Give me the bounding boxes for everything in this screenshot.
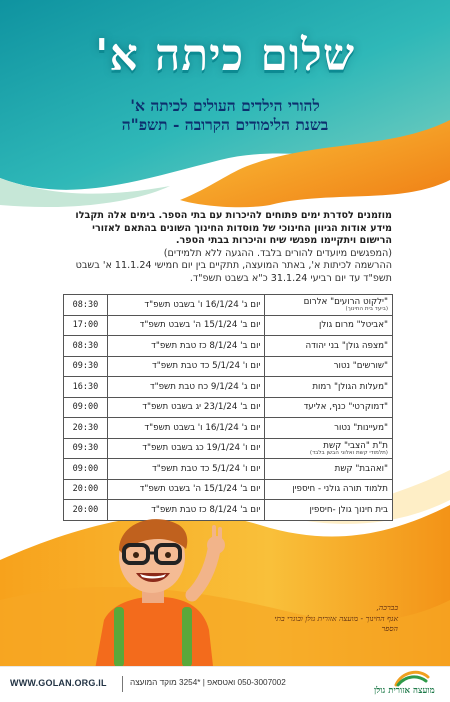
contact-info: 050-3007002 ואטסאפ | *3254 מוקד המועצה	[130, 678, 286, 687]
school-name: "שורשים" נטור	[333, 361, 388, 372]
time-cell: 20:00	[64, 500, 108, 521]
date-cell: יום ג' 9/1/24 כח טבת תשפ"ד	[107, 377, 265, 398]
intro-text	[66, 210, 392, 286]
subtitle	[20, 96, 430, 134]
schedule-row	[64, 479, 393, 500]
school-name: בית חינוך גולן -חיספין	[309, 504, 388, 515]
time-cell: 09:30	[64, 356, 108, 377]
school-name: "מעיינות" נטור	[334, 422, 388, 433]
council-logo-text: מועצה אזורית גולן	[374, 686, 435, 696]
school-cell	[265, 459, 393, 480]
school-name: "מעלות הגולן" רמות	[312, 381, 388, 392]
council-logo-icon	[392, 667, 432, 687]
schedule-row	[64, 418, 393, 439]
time-cell: 09:00	[64, 459, 108, 480]
date-cell: יום ב' 8/1/24 כז טבת תשפ"ד	[107, 336, 265, 357]
signature-greeting: בברכה,	[376, 603, 398, 612]
date-cell: יום ב' 15/1/24 ה' בשבט תשפ"ד	[107, 315, 265, 336]
school-name: ת"ת "הצבי" קשת	[323, 440, 388, 451]
school-name: "מצפה גולן" בני יהודה	[305, 340, 388, 351]
date-cell: יום ג' 16/1/24 ו' בשבט תשפ"ד	[107, 418, 265, 439]
schedule-row	[64, 459, 393, 480]
school-cell	[265, 356, 393, 377]
child-illustration	[64, 515, 239, 675]
intro-invitation: מוזמנים לסדרת ימים פתוחים להיכרות עם בתי הספר. בימים אלה תקבלו מידע אודות הגיוון החינוכי של מוסדות החינוך השונים בהתאם לאזורי הרישום ויתקיימו מפגשי שיח והיכרות בבתי הספר.	[75, 210, 392, 247]
date-cell: יום ב' 15/1/24 ה' בשבט תשפ"ד	[107, 479, 265, 500]
subtitle-line-2: בשנת הלימודים הקרובה - תשפ"ה	[121, 115, 329, 134]
date-cell: יום ג' 16/1/24 ו' בשבט תשפ"ד	[107, 295, 265, 316]
footer	[0, 666, 450, 702]
school-cell	[265, 315, 393, 336]
footer-divider	[122, 676, 123, 692]
schedule-row	[64, 315, 393, 336]
schedule-row	[64, 336, 393, 357]
time-cell: 08:30	[64, 295, 108, 316]
school-cell	[265, 336, 393, 357]
school-cell	[265, 438, 393, 459]
school-cell	[265, 397, 393, 418]
time-cell: 09:30	[64, 438, 108, 459]
school-note: (תלמודי קשת ואלוני הבשן בלבד)	[309, 449, 388, 456]
date-cell: יום ב' 23/1/24 יג בשבט תשפ"ד	[107, 397, 265, 418]
signature-sender: אגף החינוך - מועצה אזורית גולן ובוגרי בתי הספר	[274, 613, 398, 633]
time-cell: 17:00	[64, 315, 108, 336]
school-name: "ואהבת" קשת	[334, 463, 388, 474]
subtitle-line-1: להורי הילדים העולים לכיתה א'	[130, 96, 320, 115]
signature	[268, 603, 398, 635]
time-cell: 20:30	[64, 418, 108, 439]
school-note: (ביעד בית החינוך)	[345, 306, 388, 313]
school-name: "דמוקרטי" כנף, אליעד	[303, 402, 388, 413]
registration-dates: ההרשמה לכיתות א', באתר המועצה, תתקיים בין יום חמישי 11.1.24 א' בשבט תשפ"ד עד יום רביעי 31.1.24 כ"א בשבט תשפ"ד.	[75, 260, 392, 284]
school-cell	[265, 479, 393, 500]
school-cell	[265, 418, 393, 439]
schedule-table	[63, 294, 393, 521]
schedule-row	[64, 356, 393, 377]
school-cell	[265, 500, 393, 521]
headline: שלום כיתה א'	[95, 30, 355, 81]
website-link[interactable]: WWW.GOLAN.ORG.IL	[10, 678, 107, 688]
schedule-row	[64, 397, 393, 418]
school-name: "אביטל" מרום גולן	[318, 320, 388, 331]
date-cell: יום ו' 19/1/24 כג בשבט תשפ"ד	[107, 438, 265, 459]
time-cell: 09:00	[64, 397, 108, 418]
time-cell: 08:30	[64, 336, 108, 357]
time-cell: 16:30	[64, 377, 108, 398]
intro-note: (המפגשים מיועדים להורים בלבד. ההגעה ללא תלמידים)	[163, 247, 392, 259]
school-name: תלמוד תורה גולני - חיספין	[292, 484, 388, 495]
schedule-row	[64, 295, 393, 316]
school-cell	[265, 295, 393, 316]
time-cell: 20:00	[64, 479, 108, 500]
school-name: "ילקוט הרועים" אלרום	[303, 297, 388, 308]
schedule-row	[64, 377, 393, 398]
date-cell: יום ו' 5/1/24 כד טבת תשפ"ד	[107, 356, 265, 377]
schedule-row	[64, 438, 393, 459]
date-cell: יום ו' 5/1/24 כד טבת תשפ"ד	[107, 459, 265, 480]
date-cell: יום ב' 8/1/24 כז טבת תשפ"ד	[107, 500, 265, 521]
school-cell	[265, 377, 393, 398]
